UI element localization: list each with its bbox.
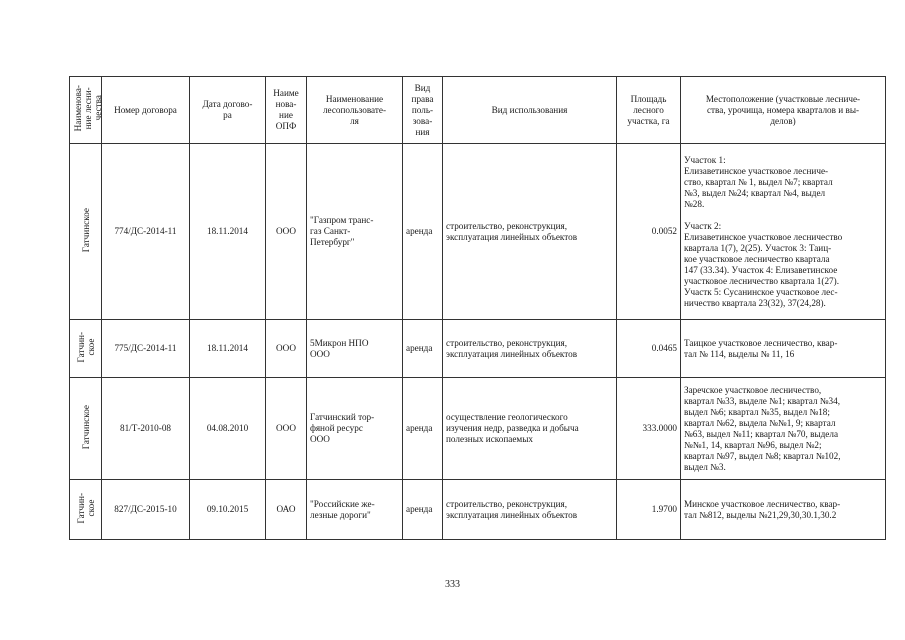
forest-lease-table: [69, 76, 886, 540]
cell-contract-date: 18.11.2014: [190, 144, 266, 320]
header-right-type: Вид права поль- зова- ния: [403, 77, 443, 144]
cell-location: Минское участковое лесничество, квар- тал №812, выделы №21,29,30,30.1,30.2: [681, 480, 886, 540]
cell-contract-date: 18.11.2014: [190, 320, 266, 378]
table-row: [70, 480, 886, 540]
cell-area: 0.0465: [617, 320, 681, 378]
cell-opf: ООО: [266, 144, 307, 320]
cell-forestry: Гатчинское: [70, 378, 102, 480]
cell-user-name: 5Микрон НПО ООО: [307, 320, 403, 378]
header-forestry: Наименова- ние лесни- чества: [70, 77, 102, 144]
cell-contract-no: 827/ДС-2015-10: [102, 480, 190, 540]
cell-opf: ООО: [266, 378, 307, 480]
cell-usage-type: строительство, реконструкция, эксплуатация линейных объектов: [443, 480, 617, 540]
cell-forestry: Гатчин- ское: [70, 320, 102, 378]
cell-location: Участок 1: Елизаветинское участковое лесниче- ство, квартал № 1, выдел №7; квартал №3, выдел №24; квартал №4, выдел №28. Участк 2: Елизаветинское участковое лесничество квартала 1(7), 2(25). Участок 3: Таиц- кое участковое лесничество квартала 147 (33.34). Участок 4: Елизаветинское участковое лесничество квартала 1(27). Участк 5: Сусанинское участковое лес- ничество квартала 23(32), 37(24,28).: [681, 144, 886, 320]
table-header-row: [70, 77, 886, 144]
header-contract-no: Номер договора: [102, 77, 190, 144]
cell-user-name: "Газпром транс- газ Санкт- Петербург": [307, 144, 403, 320]
cell-forestry: Гатчин- ское: [70, 480, 102, 540]
cell-area: 1.9700: [617, 480, 681, 540]
cell-contract-date: 09.10.2015: [190, 480, 266, 540]
cell-contract-date: 04.08.2010: [190, 378, 266, 480]
header-contract-date: Дата догово- ра: [190, 77, 266, 144]
page-number: 333: [445, 579, 460, 590]
cell-contract-no: 774/ДС-2014-11: [102, 144, 190, 320]
cell-contract-no: 775/ДС-2014-11: [102, 320, 190, 378]
cell-usage-type: строительство, реконструкция, эксплуатация линейных объектов: [443, 144, 617, 320]
cell-right-type: аренда: [403, 320, 443, 378]
table-row: [70, 144, 886, 320]
cell-right-type: аренда: [403, 144, 443, 320]
cell-user-name: Гатчинский тор- фяной ресурс ООО: [307, 378, 403, 480]
cell-location: Таицкое участковое лесничество, квар- тал № 114, выделы № 11, 16: [681, 320, 886, 378]
cell-right-type: аренда: [403, 480, 443, 540]
header-user-name: Наименование лесопользовате- ля: [307, 77, 403, 144]
header-opf: Наиме нова- ние ОПФ: [266, 77, 307, 144]
cell-opf: ОАО: [266, 480, 307, 540]
cell-user-name: "Российские же- лезные дороги": [307, 480, 403, 540]
table-row: [70, 378, 886, 480]
cell-area: 333.0000: [617, 378, 681, 480]
cell-location: Заречское участковое лесничество, квартал №33, выделе №1; квартал №34, выдел №6; квартал №35, выдел №18; квартал №62, выдела №№1, 9; квартал №63, выдел №11; квартал №70, выдела №№1, 14, квартал №96, выдел №2; квартал №97, выдел №8; квартал №102, выдел №3.: [681, 378, 886, 480]
table-row: [70, 320, 886, 378]
cell-usage-type: строительство, реконструкция, эксплуатация линейных объектов: [443, 320, 617, 378]
cell-usage-type: осуществление геологического изучения недр, разведка и добыча полезных ископаемых: [443, 378, 617, 480]
header-usage-type: Вид использования: [443, 77, 617, 144]
cell-forestry: Гатчинское: [70, 144, 102, 320]
cell-area: 0.0052: [617, 144, 681, 320]
cell-contract-no: 81/Т-2010-08: [102, 378, 190, 480]
cell-right-type: аренда: [403, 378, 443, 480]
header-location: Местоположение (участковые лесниче- ства, урочища, номера кварталов и вы- делов): [681, 77, 886, 144]
cell-opf: ООО: [266, 320, 307, 378]
header-area: Площадь лесного участка, га: [617, 77, 681, 144]
